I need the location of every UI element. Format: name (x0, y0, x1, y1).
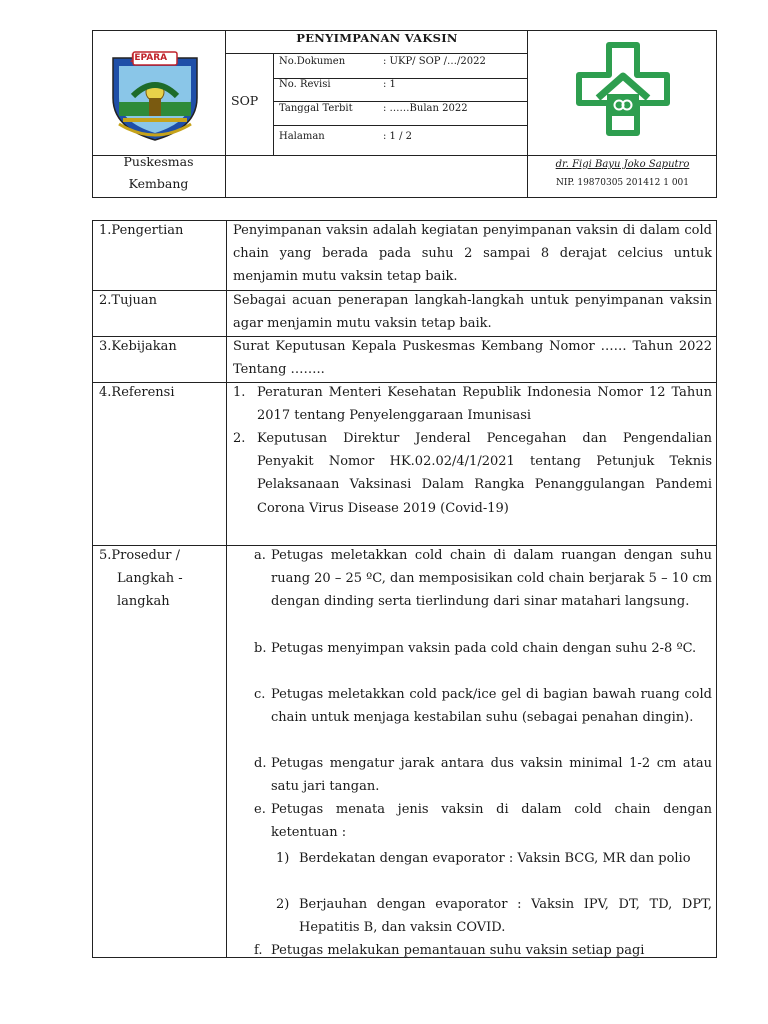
prosedur-item (254, 637, 712, 683)
referensi-item (233, 427, 712, 543)
prosedur-text: Petugas mengatur jarak antara dus vaksin minimal 1-2 cm atau satu jari tangan. (271, 756, 712, 795)
prosedur-item (254, 939, 712, 958)
prosedur-marker: e. (254, 802, 266, 817)
prosedur-marker: c. (254, 687, 266, 702)
referensi-marker: 2. (233, 431, 246, 446)
referensi-text: Keputusan Direktur Jenderal Pencegahan dan Pengendalian Penyakit Nomor HK.02.02/4/1/2021 tentang Petunjuk Teknis Pelaksanaan Vaksinasi Dalam Rangka Penanggulangan Pandemi Corona Virus Disease 2019 (Covid-19) (257, 431, 712, 516)
meta-value-dokumen: : UKP/ SOP /…/2022 (383, 56, 486, 67)
prosedur-marker: b. (254, 641, 267, 656)
prosedur-text: Petugas melakukan pemantauan suhu vaksin setiap pagi (271, 943, 645, 958)
prosedur-text: Petugas menyimpan vaksin pada cold chain dengan suhu 2-8 ºC. (271, 641, 697, 656)
prosedur-text: Petugas meletakkan cold pack/ice gel di bagian bawah ruang cold chain untuk menjaga kestabilan suhu (sebagai penahan dingin). (271, 687, 712, 726)
prosedur-marker: f. (254, 943, 263, 958)
meta-label-dokumen: No.Dokumen (279, 56, 346, 67)
label-prosedur-line3: langkah (117, 594, 170, 609)
prosedur-subitem-marker: 2) (276, 897, 290, 912)
prosedur-subitem-text: Berdekatan dengan evaporator : Vaksin BCG, MR dan polio (299, 851, 691, 866)
text-pengertian: Penyimpanan vaksin adalah kegiatan penyimpanan vaksin di dalam cold chain yang berada pada suhu 2 sampai 8 derajat celcius untuk menjamin mutu vaksin tetap baik. (233, 223, 712, 285)
label-tujuan: 2.Tujuan (99, 293, 157, 308)
label-prosedur-line1: 5.Prosedur / (99, 548, 180, 563)
meta-label-tanggal: Tanggal Terbit (279, 103, 353, 114)
referensi-text: Peraturan Menteri Kesehatan Republik Indonesia Nomor 12 Tahun 2017 tentang Penyelenggaraan Imunisasi (257, 385, 712, 424)
prosedur-marker: d. (254, 756, 267, 771)
label-prosedur-line2: Langkah - (117, 571, 183, 586)
meta-label-halaman: Halaman (279, 131, 325, 142)
signer-name: dr. Figi Bayu Joko Saputro (555, 159, 690, 170)
prosedur-text: Petugas meletakkan cold chain di dalam ruangan dengan suhu ruang 20 – 25 ºC, dan memposisikan cold chain berjarak 5 – 10 cm dengan dinding serta tierlindung dari sinar matahari langsung. (271, 548, 712, 610)
document-title: PENYIMPANAN VAKSIN (296, 31, 458, 45)
referensi-marker: 1. (233, 385, 246, 400)
label-pengertian: 1.Pengertian (99, 223, 184, 238)
org-name-line1: Puskesmas (123, 154, 194, 169)
jepara-logo-text: JEPARA (131, 53, 168, 63)
jepara-crest-logo (103, 50, 207, 142)
meta-label-revisi: No. Revisi (279, 79, 331, 90)
referensi-item (233, 381, 712, 427)
prosedur-subitem (276, 893, 712, 939)
text-tujuan: Sebagai acuan penerapan langkah-langkah untuk penyimpanan vaksin agar menjamin mutu vaksin tetap baik. (233, 293, 712, 332)
meta-value-tanggal: : ……Bulan 2022 (383, 103, 468, 114)
prosedur-subitem-marker: 1) (276, 851, 290, 866)
prosedur-item (254, 683, 712, 753)
prosedur-item (254, 752, 712, 798)
prosedur-subitem-text: Berjauhan dengan evaporator : Vaksin IPV, DT, TD, DPT, Hepatitis B, dan vaksin COVID. (299, 897, 712, 936)
org-name-line2: Kembang (128, 176, 189, 191)
meta-value-halaman: : 1 / 2 (383, 131, 412, 142)
sop-label: SOP (231, 93, 259, 108)
prosedur-item (254, 544, 712, 636)
prosedur-subitem (276, 847, 712, 893)
label-referensi: 4.Referensi (99, 385, 175, 400)
prosedur-text: Petugas menata jenis vaksin di dalam cold chain dengan ketentuan : (271, 802, 712, 841)
label-kebijakan: 3.Kebijakan (99, 339, 177, 354)
prosedur-marker: a. (254, 548, 266, 563)
meta-value-revisi: : 1 (383, 79, 396, 90)
puskesmas-logo (576, 42, 670, 136)
signer-nip: NIP. 19870305 201412 1 001 (555, 178, 690, 188)
text-kebijakan: Surat Keputusan Kepala Puskesmas Kembang Nomor …… Tahun 2022 Tentang …….. (233, 339, 712, 378)
prosedur-item (254, 798, 712, 844)
